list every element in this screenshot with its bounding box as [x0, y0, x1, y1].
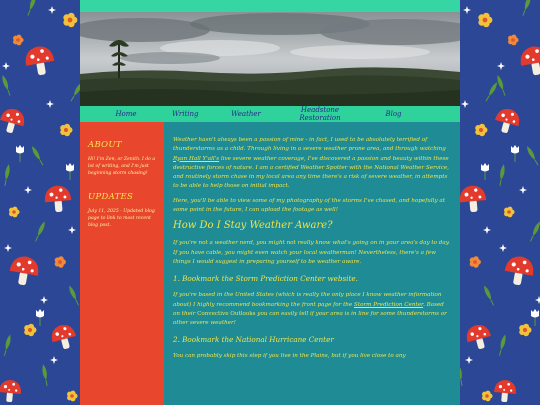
- updates-text: July 11, 2025 - Updated blog page to link to most recent blog post.: [88, 208, 155, 229]
- nav-blog[interactable]: Blog: [385, 110, 402, 118]
- nav-writing[interactable]: Writing: [172, 110, 199, 118]
- intro-1-text-b: live severe weather coverage, I've discovered a passion and beauty within these destructive forces of nature. I am a certified Weather Spotter with the National Weather Service, and routinely storm chase in my local area any time there's a risk of severe weather, in attempts to be able to help those on initial impact.: [173, 155, 449, 190]
- wallpaper-left: [0, 0, 80, 405]
- mushroom-flower-pattern: [0, 0, 80, 405]
- wallpaper-right: [460, 0, 540, 405]
- paragraph-3: If you're not a weather nerd, you might not really know what's going on in your area's day to day. If you have cable, you might even watch your local weatherman! Nevertheless, there's a few things I would suggest in preparing yourself to be weather aware.: [173, 240, 450, 265]
- main-navigation: [80, 106, 460, 122]
- para-4-text-b: . Based on their: [173, 301, 444, 317]
- intro-paragraph-1: [173, 136, 450, 192]
- about-heading: ABOUT: [88, 140, 122, 150]
- section-heading: How Do I Stay Weather Aware?: [173, 220, 333, 232]
- updates-heading: UPDATES: [88, 191, 134, 202]
- paragraph-4: [173, 291, 450, 328]
- main-content: [164, 122, 460, 405]
- ryan-hall-link[interactable]: Ryan Hall Y'all's: [173, 155, 220, 162]
- nav-home[interactable]: Home: [115, 110, 137, 118]
- mushroom-flower-pattern: [460, 0, 540, 405]
- intro-1-text-a: Weather hasn't always been a passion of mine - in fact, I used to be absolutely terrified of thunderstorms as a child. Through living in a severe weather prone area, and through watching: [173, 137, 446, 153]
- top-bar: [80, 0, 460, 12]
- page-container: [80, 0, 460, 405]
- nav-headstone-restoration[interactable]: Headstone Restoration: [299, 106, 341, 122]
- para-4-text-a: If you're based in the United States (which is really the only place I know weather information about) I highly recommend bookmarking the front page for the: [173, 292, 442, 308]
- nav-weather[interactable]: Weather: [231, 110, 261, 118]
- convective-outlooks-emphasis: Convective Outlooks: [197, 310, 256, 317]
- para-4-text-c: you can easily tell if your area is in line for some thunderstorms or other severe weather!: [173, 310, 447, 327]
- subheading-1: 1. Bookmark the Storm Prediction Center website.: [173, 274, 358, 284]
- subheading-2: 2. Bookmark the National Hurricane Center: [173, 335, 334, 345]
- header-banner-image: [80, 12, 460, 106]
- spc-link[interactable]: Storm Prediction Center: [354, 301, 424, 308]
- paragraph-5: You can probably skip this step if you live in the Plains, but if you live close to any: [173, 353, 406, 360]
- sidebar: [80, 122, 164, 405]
- intro-paragraph-2: Here, you'll be able to view some of my photography of the storms I've chased, and hopefully at some point in the future, I can upload the footage as well!: [173, 197, 445, 214]
- about-text: Hi! I'm Zen, or Zenith. I do a lot of writing, and I'm just beginning storm chasing!: [88, 157, 156, 177]
